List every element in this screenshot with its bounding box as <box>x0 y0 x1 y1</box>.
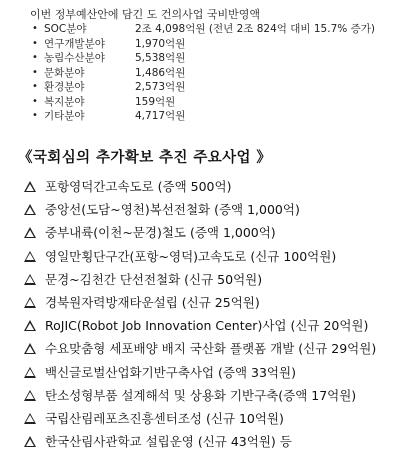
triangle-icon <box>24 227 36 238</box>
bullet-icon: • <box>32 23 38 34</box>
bullet-icon: • <box>32 81 38 92</box>
triangle-icon <box>24 390 36 401</box>
project-label: 한국산림사관학교 설립운영 (신규 43억원) 등 <box>45 434 292 450</box>
triangle-icon <box>24 204 36 215</box>
project-item <box>24 221 376 244</box>
project-label: RoJIC(Robot Job Innovation Center)사업 (신규 20억원) <box>45 318 369 334</box>
project-item <box>24 268 376 291</box>
project-item <box>24 337 376 360</box>
budget-item-name: 복지분야 <box>44 95 85 108</box>
budget-item-name: SOC분야 <box>44 23 87 35</box>
bullet-icon: • <box>32 110 38 121</box>
budget-item-name: 연구개발분야 <box>44 37 105 50</box>
budget-item-amount: 1,486억원 <box>135 66 186 79</box>
triangle-icon <box>24 274 36 285</box>
project-label: 국립산림레포츠진흥센터조성 (신규 10억원) <box>45 410 284 426</box>
budget-item-amount: 2조 4,098억원 (전년 2조 824억 대비 15.7% 증가) <box>135 23 375 35</box>
bullet-icon: • <box>32 37 38 49</box>
project-item <box>24 198 376 221</box>
project-item <box>24 430 376 453</box>
budget-item-name: 기타분야 <box>44 110 85 122</box>
bullet-icon: • <box>32 66 38 78</box>
project-item <box>24 314 376 337</box>
budget-item-amount: 159억원 <box>135 95 176 108</box>
project-item <box>24 384 376 407</box>
triangle-icon <box>24 320 36 331</box>
triangle-icon <box>24 413 36 424</box>
project-label: 문경~김천간 단선전철화 (신규 50억원) <box>45 271 263 287</box>
project-label: 백신글로벌산업화기반구축사업 (증액 33억원) <box>45 364 296 380</box>
triangle-icon <box>24 343 36 354</box>
triangle-icon <box>24 436 36 447</box>
section-title: 《국회심의 추가확보 추진 주요사업 》 <box>18 150 272 166</box>
budget-item-amount: 5,538억원 <box>135 52 186 64</box>
intro-text: 이번 정부예산안에 담긴 도 건의사업 국비반영액 <box>30 8 261 21</box>
budget-item-amount: 4,717억원 <box>135 110 186 122</box>
project-label: 경북원자력방재타운설립 (신규 25억원) <box>45 294 260 310</box>
project-list <box>24 175 376 453</box>
project-label: 탄소성형부품 설계해석 및 상용화 기반구축(증액 17억원) <box>45 387 357 403</box>
budget-item-amount: 2,573억원 <box>135 81 186 93</box>
project-label: 수요맞춤형 세포배양 배지 국산화 플랫폼 개발 (신규 29억원) <box>45 341 377 357</box>
project-label: 포항영덕간고속도로 (증액 500억) <box>45 179 232 194</box>
budget-item-amount: 1,970억원 <box>135 37 186 50</box>
triangle-icon <box>24 251 36 262</box>
budget-item-name: 문화분야 <box>44 66 85 79</box>
project-item <box>24 407 376 430</box>
bullet-icon: • <box>32 95 38 107</box>
project-item <box>24 175 376 198</box>
budget-item-name: 농림수산분야 <box>44 52 105 64</box>
triangle-icon <box>24 297 36 308</box>
project-label: 중앙선(도담~영천)복선전철화 (증액 1,000억) <box>45 202 300 218</box>
project-item <box>24 291 376 314</box>
triangle-icon <box>24 181 36 192</box>
bullet-icon: • <box>32 52 38 63</box>
project-item <box>24 245 376 268</box>
budget-item-name: 환경분야 <box>44 81 85 93</box>
project-label: 중부내륙(이천~문경)철도 (증액 1,000억) <box>45 225 276 241</box>
triangle-icon <box>24 367 36 378</box>
project-label: 영일만횡단구간(포항~영덕)고속도로 (신규 100억원) <box>45 248 337 264</box>
project-item <box>24 361 376 384</box>
